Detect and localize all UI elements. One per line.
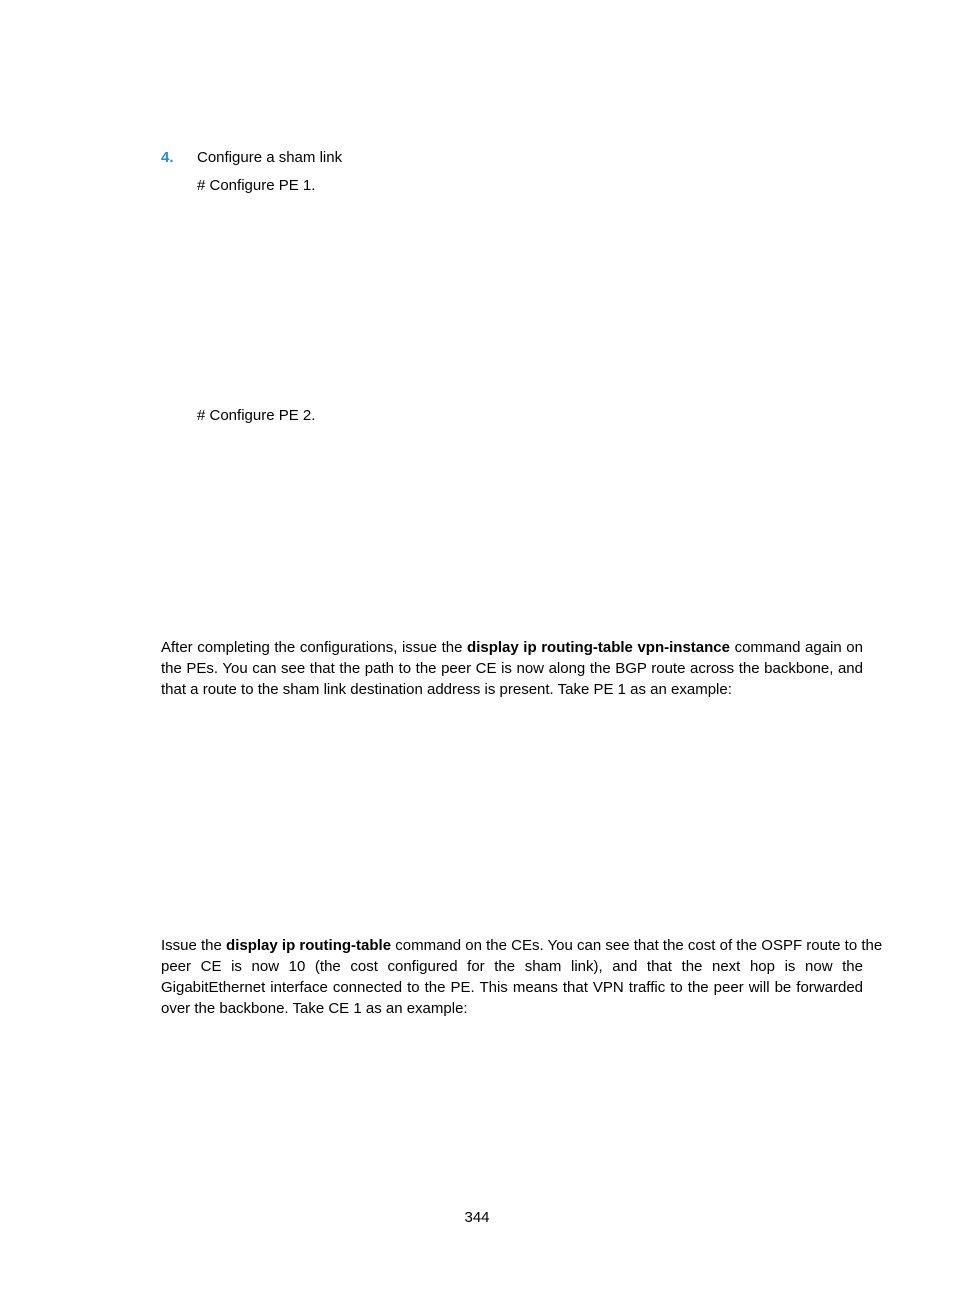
paragraph-after-config bbox=[161, 637, 863, 700]
paragraph-line bbox=[161, 637, 863, 658]
paragraph-ce-routing bbox=[161, 935, 883, 1019]
command-display-ip-routing-table: display ip routing-table bbox=[226, 937, 392, 954]
step-number: 4. bbox=[161, 149, 174, 166]
paragraph-line: GigabitEthernet interface connected to the PE. This means that VPN traffic to the peer will be forwarded bbox=[161, 979, 863, 996]
text-segment: command again on bbox=[729, 639, 863, 656]
paragraph-line: peer CE is now 10 (the cost configured for the sham link), and that the next hop is now the bbox=[161, 958, 863, 975]
pe1-config-label: # Configure PE 1. bbox=[197, 177, 316, 194]
text-segment: command on the CEs. You can see that the cost of the OSPF route to the bbox=[391, 937, 883, 954]
text-segment: After completing the configurations, issue the bbox=[161, 639, 468, 656]
step-title: Configure a sham link bbox=[197, 149, 343, 166]
paragraph-line: the PEs. You can see that the path to the peer CE is now along the BGP route across the backbone, and bbox=[161, 660, 863, 677]
paragraph-line: that a route to the sham link destination address is present. Take PE 1 as an example: bbox=[161, 681, 732, 698]
pe2-config-label: # Configure PE 2. bbox=[197, 407, 316, 424]
page-number: 344 bbox=[464, 1209, 490, 1226]
paragraph-line: over the backbone. Take CE 1 as an example: bbox=[161, 1000, 468, 1017]
command-display-ip-routing-table-vpn-instance: display ip routing-table vpn-instance bbox=[467, 639, 730, 656]
paragraph-line bbox=[161, 935, 883, 956]
text-segment: Issue the bbox=[161, 937, 227, 954]
